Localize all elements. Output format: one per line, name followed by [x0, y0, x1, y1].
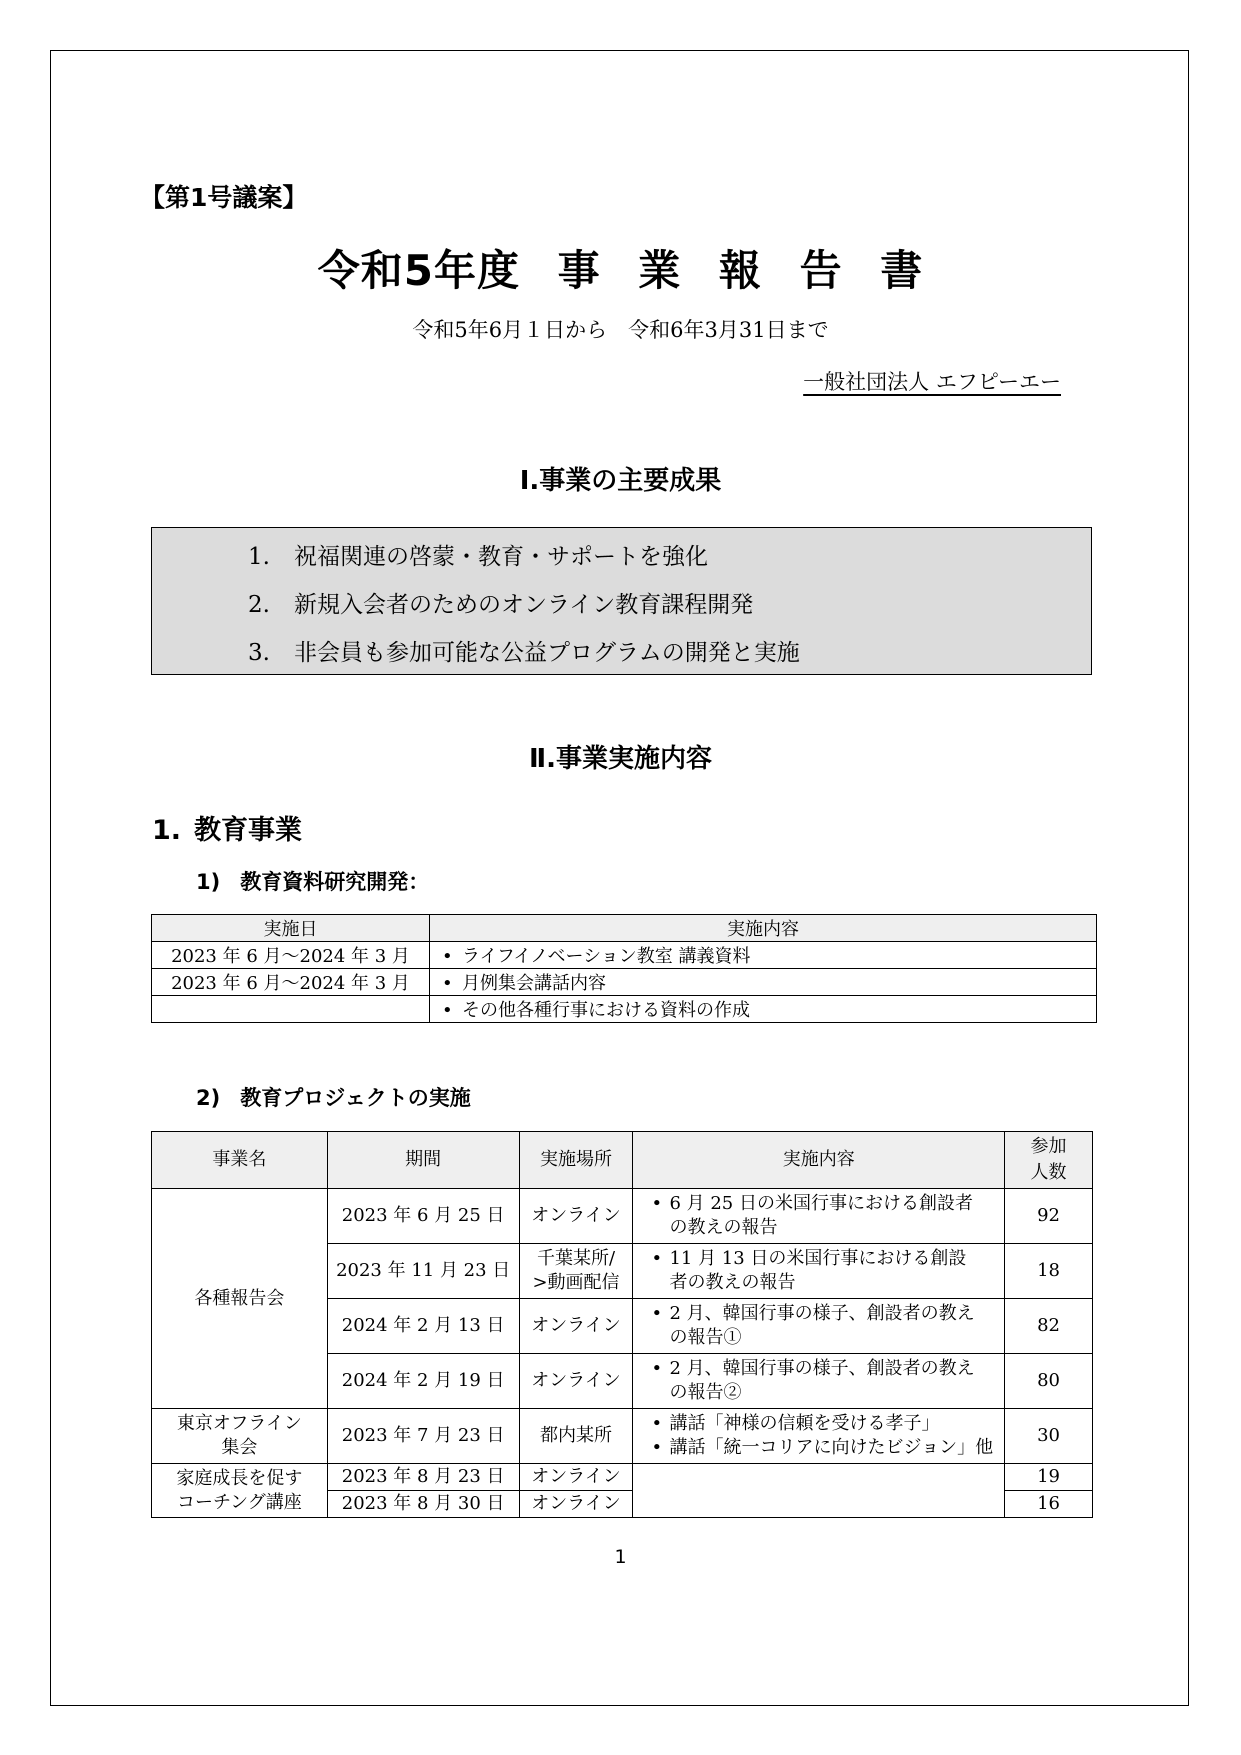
- table-row: 2024 年 2 月 13 日 オンライン • 2 月、韓国行事の様子、創設者の教え の報告① 82: [152, 1299, 1093, 1354]
- subsection-heading: 1. 教育事業: [152, 815, 302, 846]
- table-row: 各種報告会 2023 年 6 月 25 日 オンライン • 6 月 25 日の米国行事における創設者 の教えの報告 92: [152, 1189, 1093, 1244]
- table-row: 家庭成長を促す コーチング講座 2023 年 8 月 23 日 オンライン 19: [152, 1464, 1093, 1491]
- agenda-label: 【第1号議案】: [140, 183, 308, 212]
- header-content: 実施内容: [633, 1132, 1005, 1189]
- project-name: 各種報告会: [152, 1189, 328, 1409]
- project-name: 家庭成長を促す コーチング講座: [152, 1464, 328, 1518]
- table-row: 2024 年 2 月 19 日 オンライン • 2 月、韓国行事の様子、創設者の教え の報告② 80: [152, 1354, 1093, 1409]
- table-header-row: [152, 915, 1097, 942]
- header-content: 実施内容: [430, 915, 1097, 942]
- sub-heading-materials: 1) 教育資料研究開発：: [196, 870, 430, 894]
- header-place: 実施場所: [519, 1132, 633, 1189]
- title-main: 令和5年度: [317, 246, 521, 295]
- page-number: 1: [614, 1546, 627, 1568]
- header-count: 参加 人数: [1005, 1132, 1093, 1189]
- table-row: 2023 年 11 月 23 日 千葉某所/ >動画配信 • 11 月 13 日の米国行事における創設 者の教えの報告 18: [152, 1244, 1093, 1299]
- section2-heading: Ⅱ.事業実施内容: [528, 744, 712, 774]
- table-header-row: [152, 1132, 1093, 1189]
- project-name: 東京オフライン 集会: [152, 1409, 328, 1464]
- section1-heading: Ⅰ.事業の主要成果: [519, 466, 722, 496]
- table-row: 2023 年 6 月～2024 年 3 月 • ライフイノベーション教室 講義資料: [152, 942, 1097, 969]
- key-result-item: 1. 祝福関連の啓蒙・教育・サポートを強化: [248, 544, 708, 570]
- key-result-item: 3. 非会員も参加可能な公益プログラムの開発と実施: [248, 640, 800, 666]
- materials-table: [151, 914, 1097, 1023]
- table-row: 2023 年 8 月 30 日 オンライン 16: [152, 1491, 1093, 1518]
- title-char: 業: [638, 246, 682, 295]
- table-row: 東京オフライン 集会 2023 年 7 月 23 日 都内某所 • 講話「神様の信頼を受ける孝子」 • 講話「統一コリアに向けたビジョン」他 30: [152, 1409, 1093, 1464]
- header-name: 事業名: [152, 1132, 328, 1189]
- table-row: • その他各種行事における資料の作成: [152, 996, 1097, 1023]
- title-char: 報: [718, 246, 762, 295]
- document-title: [0, 238, 1241, 298]
- title-char: 書: [880, 246, 924, 295]
- header-date: 実施日: [152, 915, 430, 942]
- projects-table: [151, 1131, 1093, 1518]
- key-results-box: [151, 527, 1092, 675]
- report-period: 令和5年6月１日から 令和6年3月31日まで: [412, 318, 829, 342]
- header-period: 期間: [327, 1132, 519, 1189]
- table-row: 2023 年 6 月～2024 年 3 月 • 月例集会講話内容: [152, 969, 1097, 996]
- organization-name: 一般社団法人 エフピーエー: [803, 370, 1061, 394]
- title-char: 告: [799, 246, 843, 295]
- title-char: 事: [557, 246, 601, 295]
- key-result-item: 2. 新規入会者のためのオンライン教育課程開発: [248, 592, 754, 618]
- sub-heading-projects: 2) 教育プロジェクトの実施: [196, 1086, 471, 1110]
